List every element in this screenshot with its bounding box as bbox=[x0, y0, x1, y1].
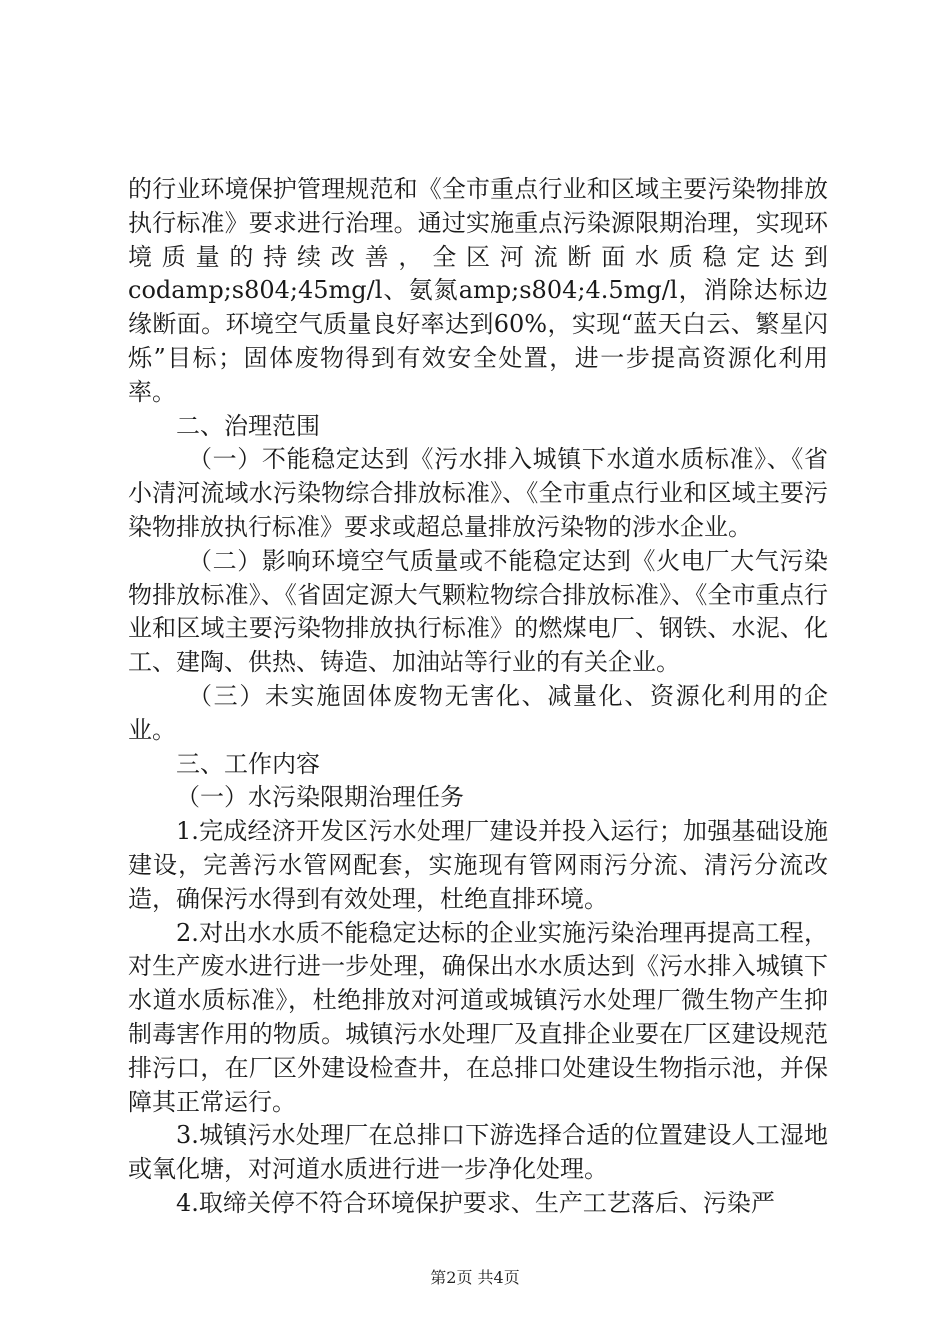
paragraph-scope-3: （三）未实施固体废物无害化、减量化、资源化利用的企业。 bbox=[128, 681, 828, 744]
paragraph-scope-2: （二）影响环境空气质量或不能稳定达到《火电厂大气污染物排放标准》、《省固定源大气颗粒物综合排放标准》、《全市重点行业和区域主要污染物排放执行标准》的燃煤电厂、钢铁、水泥、化工、建陶、供热、铸造、加油站等行业的有关企业。 bbox=[128, 546, 828, 677]
section-heading-work: 三、工作内容 bbox=[176, 749, 320, 778]
paragraph-item-4: 4.取缔关停不符合环境保护要求、生产工艺落后、污染严 bbox=[176, 1188, 775, 1217]
paragraph-item-3: 3.城镇污水处理厂在总排口下游选择合适的位置建设人工湿地或氧化塘，对河道水质进行进一步净化处理。 bbox=[128, 1121, 828, 1184]
subsection-heading-water: （一）水污染限期治理任务 bbox=[176, 783, 464, 812]
paragraph-continuation: 的行业环境保护管理规范和《全市重点行业和区域主要污染物排放执行标准》要求进行治理。通过实施重点污染源限期治理，实现环境质量的持续改善，全区河流断面水质稳定达到codamp;s804;45mg/l、氨氮amp;s804;4.5mg/l，消除达标边缘断面。环境空气质量良好率达到60%，实现“蓝天白云、繁星闪烁”目标；固体废物得到有效安全处置，进一步提高资源化利用率。 bbox=[128, 175, 828, 406]
paragraph-scope-1: （一）不能稳定达到《污水排入城镇下水道水质标准》、《省小清河流域水污染物综合排放标准》、《全市重点行业和区域主要污染物排放执行标准》要求或超总量排放污染物的涉水企业。 bbox=[128, 445, 828, 541]
document-body bbox=[128, 173, 828, 1221]
page-number-footer: 第2页 共4页 bbox=[430, 1268, 520, 1287]
section-heading-scope: 二、治理范围 bbox=[176, 411, 320, 440]
paragraph-item-2: 2.对出水水质不能稳定达标的企业实施污染治理再提高工程，对生产废水进行进一步处理，确保出水水质达到《污水排入城镇下水道水质标准》，杜绝排放对河道或城镇污水处理厂微生物产生抑制毒害作用的物质。城镇污水处理厂及直排企业要在厂区建设规范排污口，在厂区外建设检查井，在总排口处建设生物指示池，并保障其正常运行。 bbox=[128, 918, 828, 1116]
paragraph-item-1: 1.完成经济开发区污水处理厂建设并投入运行；加强基础设施建设，完善污水管网配套，实施现有管网雨污分流、清污分流改造，确保污水得到有效处理，杜绝直排环境。 bbox=[128, 817, 828, 913]
